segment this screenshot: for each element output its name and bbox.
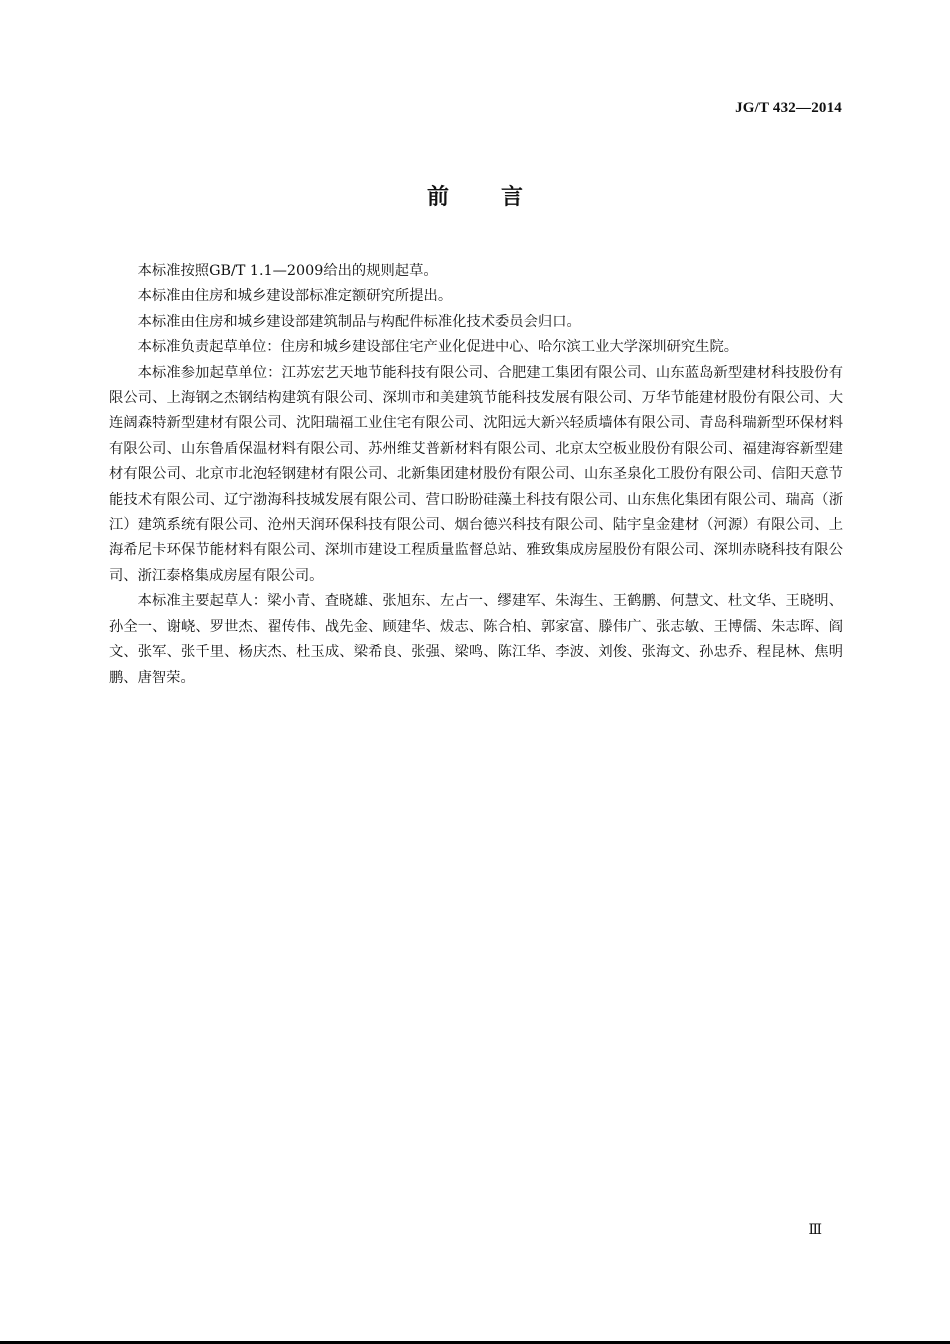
paragraph-participating-units: 本标准参加起草单位：江苏宏艺天地节能科技有限公司、合肥建工集团有限公司、山东蓝岛新型建材科技股份有限公司、上海钢之杰钢结构建筑有限公司、深圳市和美建筑节能科技发展有限公司、万华节能建材股份有限公司、大连阔森特新型建材有限公司、沈阳瑞福工业住宅有限公司、沈阳远大新兴轻质墙体有限公司、青岛科瑞新型环保材料有限公司、山东鲁盾保温材料有限公司、苏州维艾普新材料有限公司、北京太空板业股份有限公司、福建海容新型建材有限公司、北京市北泡轻钢建材有限公司、北新集团建材股份有限公司、山东圣泉化工股份有限公司、信阳天意节能技术有限公司、辽宁渤海科技城发展有限公司、营口盼盼硅藻土科技有限公司、山东焦化集团有限公司、瑞高（浙江）建筑系统有限公司、沧州天润环保科技有限公司、烟台德兴科技有限公司、陆宇皇金建材（河源）有限公司、上海希尼卡环保节能材料有限公司、深圳市建设工程质量监督总站、雅致集成房屋股份有限公司、深圳赤晓科技有限公司、浙江泰格集成房屋有限公司。 — [109, 364, 843, 584]
foreword-body — [109, 259, 843, 691]
page-number: Ⅲ — [808, 1223, 822, 1238]
paragraph-drafting-rules: 本标准按照GB/T 1.1—2009给出的规则起草。 — [137, 263, 438, 279]
paragraph-lead-drafters: 本标准负责起草单位：住房和城乡建设部住宅产业化促进中心、哈尔滨工业大学深圳研究生院。 — [137, 339, 739, 356]
paragraph-proposer: 本标准由住房和城乡建设部标准定额研究所提出。 — [137, 288, 453, 305]
paragraph-main-drafters: 本标准主要起草人：梁小青、査晓雄、张旭东、左占一、缪建军、朱海生、王鹤鹏、何慧文、杜文华、王晓明、孙全一、谢峣、罗世杰、翟传伟、战先金、顾建华、炦志、陈合柏、郭家富、滕伟广、张志敏、王博儒、朱志晖、阎文、张军、张千里、杨庆杰、杜玉成、梁希良、张强、梁鸣、陈江华、李波、刘俊、张海文、孙忠乔、程昆林、焦明鹏、唐智荣。 — [109, 593, 843, 686]
document-number: JG/T 432—2014 — [735, 100, 842, 116]
paragraph-centralized-by: 本标准由住房和城乡建设部建筑制品与构配件标准化技术委员会归口。 — [137, 313, 581, 330]
page-title: 前言 — [426, 185, 575, 210]
